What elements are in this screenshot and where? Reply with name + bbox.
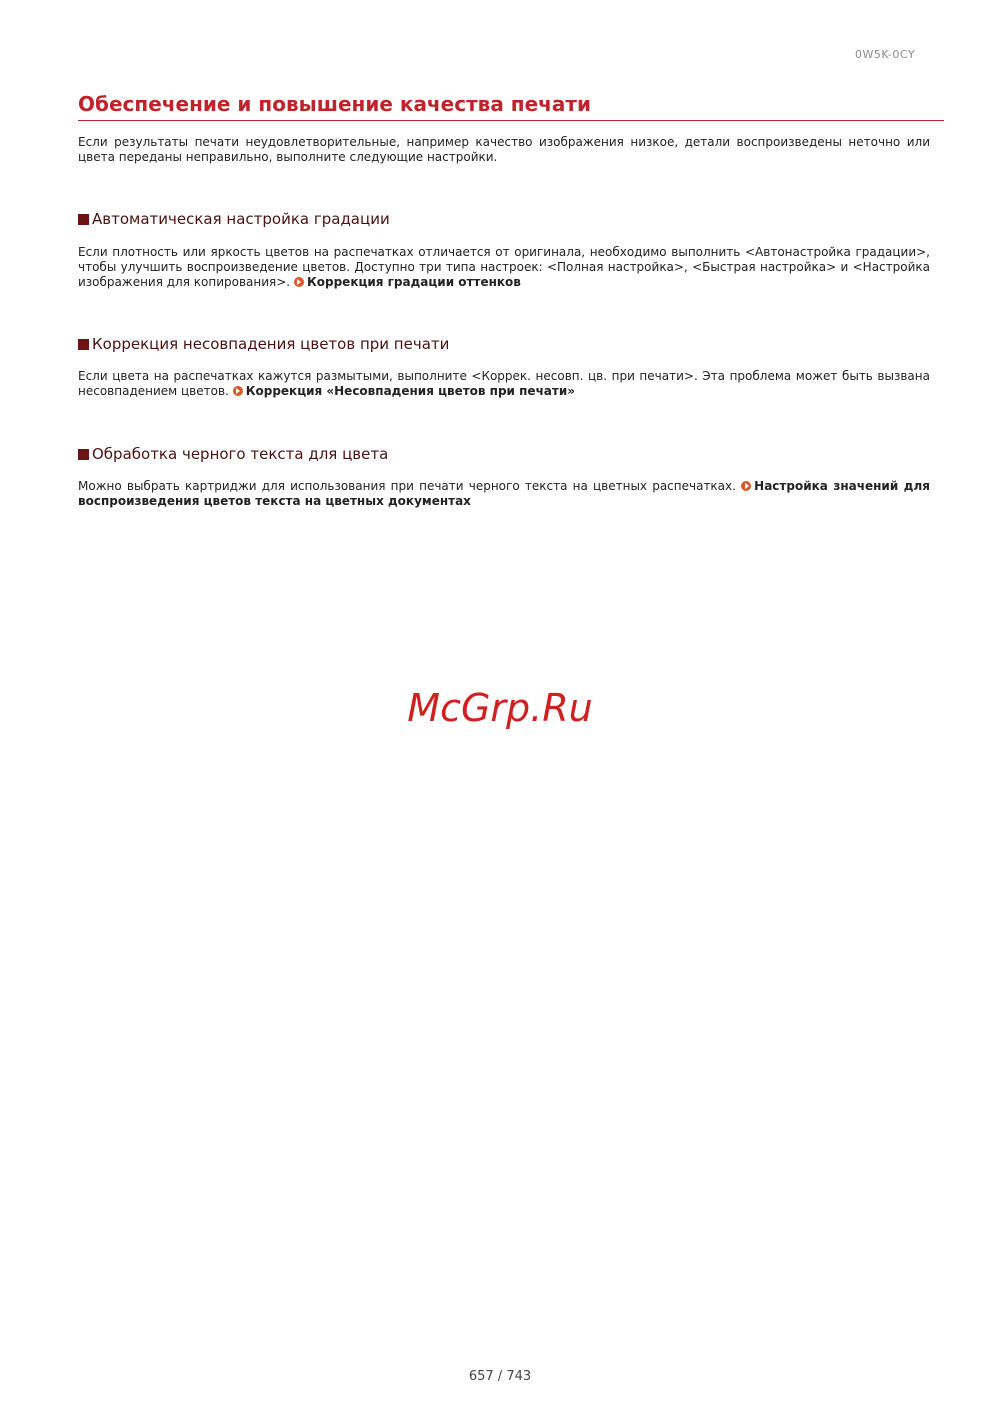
- square-bullet-icon: [78, 339, 89, 350]
- arrow-circle-icon: [233, 386, 243, 396]
- section-body-text: Если плотность или яркость цветов на распечатках отличается от оригинала, необходимо выполнить <Автонастройка градации>, чтобы улучшить воспроизведение цветов. Доступно три типа настроек: <Полная настройка>, <Быстрая настройка> и <Настройка изображения для копирования>.: [78, 245, 930, 289]
- section-heading-color-mismatch: [78, 335, 449, 353]
- section-heading-label: Коррекция несовпадения цветов при печати: [92, 335, 450, 353]
- page-number: 657 / 743: [468, 1369, 532, 1384]
- section-body-color-mismatch: [78, 369, 930, 399]
- document-id: 0W5K-0CY: [855, 48, 916, 61]
- section-body-text: Можно выбрать картриджи для использования при печати черного текста на цветных распечатках.: [78, 479, 736, 493]
- link-color-mismatch-correction[interactable]: Коррекция «Несовпадения цветов при печати»: [245, 384, 576, 398]
- link-gradation-correction[interactable]: Коррекция градации оттенков: [306, 275, 521, 289]
- arrow-circle-icon: [294, 277, 304, 287]
- page-title: Обеспечение и повышение качества печати: [78, 92, 944, 121]
- square-bullet-icon: [78, 449, 89, 460]
- section-body-text: Если цвета на распечатках кажутся размытыми, выполните <Коррек. несовп. цв. при печати>. Эта проблема может быть вызвана несовпадением цветов.: [78, 369, 930, 398]
- intro-paragraph: Если результаты печати неудовлетворительные, например качество изображения низкое, детали воспроизведены неточно или цвета переданы неправильно, выполните следующие настройки.: [78, 135, 930, 164]
- section-body-black-text: [78, 479, 930, 509]
- section-heading-label: Обработка черного текста для цвета: [92, 445, 389, 463]
- link-text-color-settings[interactable]: Настройка значений для воспроизведения цветов текста на цветных документах: [78, 479, 930, 508]
- square-bullet-icon: [78, 214, 89, 225]
- arrow-circle-icon: [741, 481, 751, 491]
- section-heading-label: Автоматическая настройка градации: [92, 210, 390, 228]
- section-heading-gradation: [78, 210, 390, 228]
- watermark: McGrp.Ru: [407, 686, 593, 730]
- section-heading-black-text: [78, 445, 388, 463]
- section-body-gradation: [78, 245, 930, 290]
